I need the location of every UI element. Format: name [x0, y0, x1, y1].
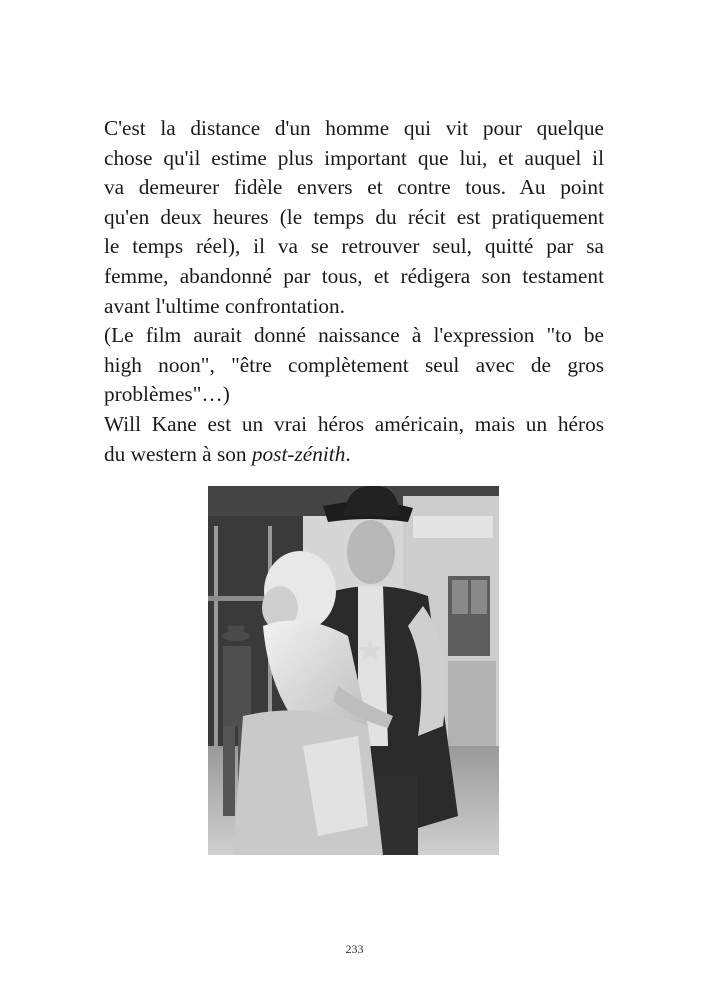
- body-text: [104, 114, 604, 469]
- text-segment: du western à son: [104, 441, 252, 466]
- text-line: femme, abandonné par tous, et rédigera son testament: [104, 263, 604, 288]
- paragraph-2: [104, 321, 604, 410]
- emphasized-term: post-zénith: [251, 441, 346, 466]
- photo-illustration: [208, 486, 499, 855]
- text-line: va demeurer fidèle envers et contre tous. Au point: [104, 175, 604, 200]
- text-line: qu'en deux heures (le temps du récit est pratiquement: [104, 204, 604, 229]
- page-number: 233: [345, 942, 364, 956]
- text-line: avant l'ultime confrontation.: [104, 293, 345, 318]
- text-segment: .: [345, 441, 351, 466]
- text-line: Will Kane est un vrai héros américain, mais un héros: [104, 411, 604, 436]
- bg-figure-hat-crown: [228, 626, 244, 636]
- film-still-photo: [208, 486, 499, 855]
- building-sign: [413, 516, 493, 538]
- porch-post: [214, 526, 218, 746]
- paragraph-3: [104, 410, 604, 469]
- text-line: C'est la distance d'un homme qui vit pour quelque: [104, 116, 604, 140]
- text-line: problèmes"…): [104, 382, 230, 407]
- window-pane: [452, 580, 468, 614]
- text-line: (Le film aurait donné naissance à l'expression "to be: [104, 323, 604, 348]
- text-line: le temps réel), il va se retrouver seul, quitté par sa: [104, 234, 604, 259]
- bg-figure-body: [223, 646, 251, 726]
- text-line: chose qu'il estime plus important que lui, et auquel il: [104, 145, 604, 170]
- bg-figure-leg: [223, 726, 235, 816]
- man-face: [347, 520, 395, 584]
- window-pane: [471, 580, 487, 614]
- door: [448, 661, 496, 751]
- text-line: high noon", "être complètement seul avec de gros: [104, 352, 604, 377]
- paragraph-1: [104, 114, 604, 321]
- text-line-with-emphasis: [104, 440, 604, 470]
